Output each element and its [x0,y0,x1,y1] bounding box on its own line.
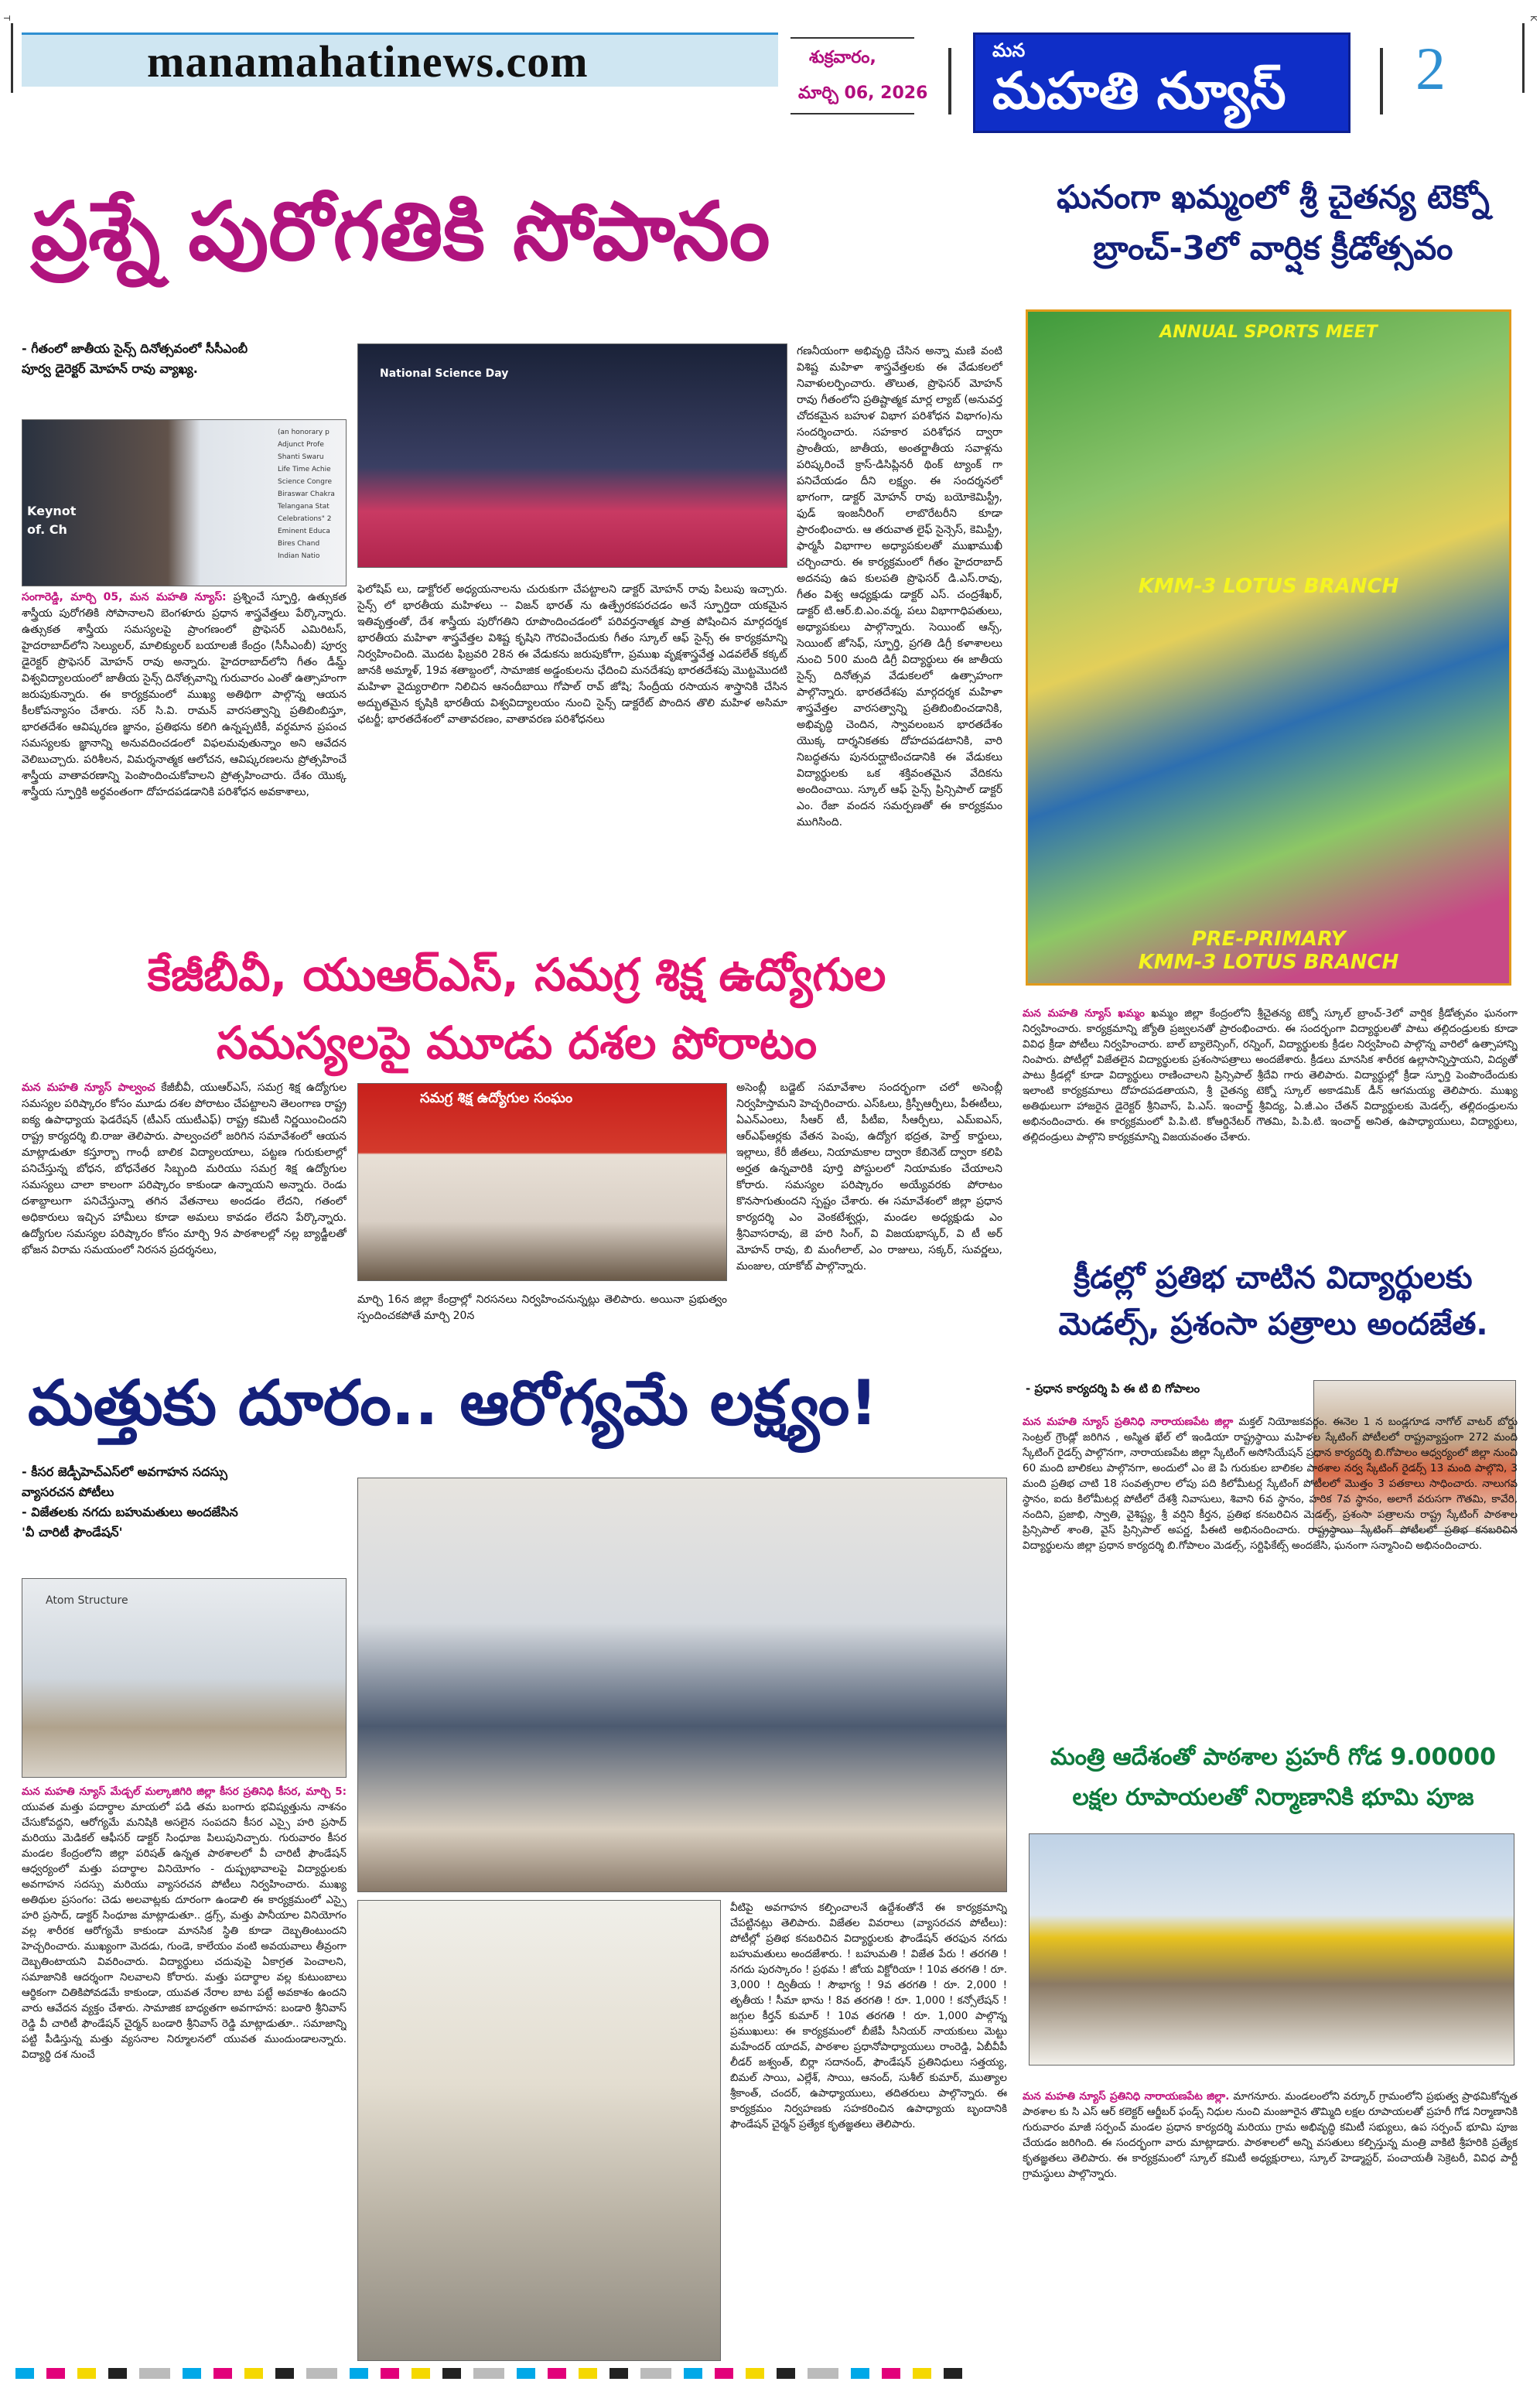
body-text: కేజీబీవీ, యుఆర్ఎస్, సమగ్ర శిక్ష ఉద్యోగుల సమస్యల పరిష్కారం కోసం మూడు దశల పోరాటం చేపట్టాలని తెలంగాణ రాష్ట్ర ఐక్య ఉపాధ్యాయ ఫెడరేషన్ (టీఎస్ యుటీఎఫ్) రాష్ట్ర కమిటీ నిర్ణయించిందని రాష్ట్ర కార్యదర్శి బి.రాజు తెలిపారు. పాల్వంచలో జరిగిన సమావేశంలో ఆయన మాట్లాడుతూ కస్తూర్బా గాంధీ బాలిక విద్యాలయాలు, పట్టణ గురుకులాల్లో పనిచేస్తున్న బోధన, బోధనేతర సిబ్బంది మరియు సమగ్ర శిక్ష ఉద్యోగుల సమస్యలు చాలా కాలంగా పరిష్కారం కాకుండా ఉన్నాయని అన్నారు. రెండు దశాబ్దాలుగా పనిచేస్తున్నా తగిన వేతనాలు అందడం లేదని, గతంలో అధికారులు ఇచ్చిన హామీలు కూడా అమలు కావడం లేదని పేర్కొన్నారు. ఉద్యోగుల సమస్యల పరిష్కారం కోసం మార్చి 9న పాఠశాలల్లో నల్ల బ్యాడ్జీలతో భోజన విరామ సమయంలో నిరసన ప్రదర్శనలు, [22,1081,347,1256]
banner-text: సమగ్ర శిక్ష ఉద్యోగుల సంఘం [420,1090,573,1106]
story1-col1 [22,589,347,914]
dateline: మన మహతి న్యూస్ ప్రతినిధి నారాయణపేట జిల్లా [1023,1416,1234,1428]
story2-subhead: క్రీడల్లో ప్రతిభ చాటిన విద్యార్థులకు మెడల్స్, ప్రశంసా పత్రాలు అందజేత. [1058,1260,1488,1342]
bullet: పూర్వ డైరెక్టర్ మోహన్ రావు వ్యాఖ్య. [22,361,198,376]
bullet: 'వీ చారిటీ ఫౌండేషన్' [22,1525,123,1539]
separator [1380,48,1383,114]
story3-photo [357,1083,727,1281]
collage-label: KMM-3 LOTUS BRANCH [1138,575,1399,598]
site-name[interactable]: manamahatinews.com [147,36,589,87]
photo-text: Atom Structure [46,1594,128,1607]
story6-photo [1029,1833,1514,2066]
story3-col3: అసెంబ్లీ బడ్జెట్ సమావేశాల సందర్భంగా చలో అసెంబ్లీ నిర్వహిస్తామని హెచ్చరించారు. ఎస్ఓలు, క్రిస్పీఆర్పీలు, పీఈటీలు, ఏఎన్ఎంలు, సీఆర్ టీ, పీటీఐ, సీఆర్పీలు, ఎమ్ఐఎస్, ఆర్ఎఫ్ఆర్లకు వేతన పెంపు, ఉద్యోగ భద్రత, హెల్త్ కార్డులు, ఇల్లాలు, కేరీ జీతలు, నియామకాల ద్వారా కేబినెట్ ద్వారా కలిపి అర్హత ఉన్నవారికి పూర్తి పోస్టులలో నియామకం చేయాలని కోరారు. సమస్యల పరిష్కారం అయ్యేవరకు పోరాటం కొనసాగుతుందని స్పష్టం చేశారు. ఈ సమావేశంలో జిల్లా ప్రధాన కార్యదర్శి ఎం వెంకటేశ్వర్లు, మండల అధ్యక్షుడు ఎం శ్రీనివాసరావు, జె హరి సింగ్, వి విజయభాస్కర్, వి టీ అర్ మోహన్ రావు, బి మంగీలాల్, ఎం రాజులు, సక్కర్, సువర్ణలు, మంజుల, యాకోబ్ పాల్గొన్నారు. [736,1081,1002,1273]
story1-col2: ఫెలోషిప్ లు, డాక్టోరల్ అధ్యయనాలను చురుకుగా చేపట్టాలని డాక్టర్ మోహన్ రావు పిలుపు ఇచ్చారు. సైన్స్ లో భారతీయ మహిళలు -- విజన్ భారత్ ను ఉత్ప్రేరకపరచడం అనే స్ఫూర్తిదా యకమైన ఇతివృత్తంతో, దేశ శాస్త్రీయ పురోగతిని రూపొందించడంలో పరివర్తనాత్మక పాత్ర పోషించిన మార్గదర్శక భారతీయ మహిళా శాస్త్రవేత్తల విశిష్ట కృషిని గౌరవించేందుకు గీతం స్కూల్ ఆఫ్ సైన్స్ ఈ కార్యక్రమాన్ని నిర్వహించింది. మొదట ఫిబ్రవరి 28న ఈ వేడుకను జరుపుకోగా, ప్రముఖ వృక్షశాస్త్రవేత్త ఎడవలేత్ కక్కట్ జానకి అమ్మాళ్, 19వ శతాబ్దంలో, సామాజిక అడ్డంకులను ఛేదించి మనదేశపు భారతదేశపు మొట్టమొదటి మహిళా వైద్యురాలిగా నిలిచిన ఆనందీబాయి గోపాల్ రావ్ జోషి; సేంద్రీయ రసాయన శాస్త్రానికి చేసిన అద్భుతమైన కృషికి భారతీయ విశ్వవిద్యాలయం నుంచి సైన్స్ డాక్టరేట్ పొందిన తొలి మహిళ అసిమా ఛటర్జీ; భారతదేశంలో వాతావరణం, వాతావరణ పరిశోధనలు [357,583,787,726]
body-text: ఖమ్మం జిల్లా కేంద్రంలోని శ్రీచైతన్య టెక్నో స్కూల్ బ్రాంచ్-3లో వార్షిక క్రీడోత్సవం ఘనంగా నిర్వహించారు. కార్యక్రమాన్ని జ్యోతి ప్రజ్వలనతో ప్రారంభించారు. ఈ సందర్భంగా విద్యార్థులతో పాటు తల్లిదండ్రులకు కూడా వివిధ క్రీడా పోటీలు నిర్వహించారు. బాల్ బ్యాలెన్సింగ్, రన్నింగ్, విద్యార్థులకు క్రీడల నిర్వహించి పాల్గొన్న వారిలో ఉత్సాహాన్ని నింపారు. పోటీల్లో విజేతలైన విద్యార్థులకు ప్రశంసాపత్రాలు అందజేశారు. క్రీడలు మానసిక శారీరక ఉల్లాసాన్నిస్తాయని, విద్యతో పాటు క్రీడల్లో కూడా విద్యార్థులు రాణించాలని ప్రిన్సిపాల్ శ్రీదేవి గారు తెలిపారు. విద్యార్థుల్లో క్రీడా స్ఫూర్తి పెంపొందేందుకు ఇలాంటి కార్యక్రమాలు దోహదపడతాయని, శ్రీ చైతన్య టెక్నో స్కూల్ అకాడమిక్ డీన్ ఆగమయ్య తెలిపారు. ముఖ్య అతిథులుగా హాజరైన డైరెక్టర్ శ్రీనివాస్, పి.ఎస్. ఇంచార్జ్ శ్రీవిద్య, ఏ.జీ.ఎం చేతన్ విద్యార్థులకు మెడల్స్, తల్లిదండ్రులను అభినందించారు. ఈ కార్యక్రమంలో పి.పి.టి. కోఆర్డినేటర్ గౌతమి, పి.పి.టి. ఇంచార్జ్ అనిత, ఉపాధ్యాయులు, విద్యార్థులు, తల్లిదండ్రులు పాల్గొని కార్యక్రమాన్ని విజయవంతం చేశారు. [1023,1007,1518,1143]
reg-line-left [11,23,13,93]
photo-text: National Science Day [380,367,509,380]
story3-headline: కేజీబీవీ, యుఆర్ఎస్, సమగ్ర శిక్ష ఉద్యోగుల సమస్యలపై మూడు దశల పోరాటం [147,948,886,1069]
story6-headline: మంత్రి ఆదేశంతో పాఠశాల ప్రహరీ గోడ 9.00000 లక్షల రూపాయలతో నిర్మాణానికి భూమి పూజ [1050,1744,1497,1811]
story4-photo-students [357,1900,721,2361]
bullet: - గీతంలో జాతీయ సైన్స్ దినోత్సవంలో సీసీఎంబీ [22,341,248,356]
body-text: యువత మత్తు పదార్థాల మాయలో పడి తమ బంగారు భవిష్యత్తును నాశనం చేసుకోవద్దని, ఆరోగ్యమే మనిషికి అసలైన సంపదని కీసర ఎస్సై హరి ప్రసాద్ మరియు మెడికల్ ఆఫీసర్ డాక్టర్ సింధూజ పిలుపునిచ్చారు. గురువారం కీసర మండల కేంద్రంలోని జిల్లా పరిషత్ ఉన్నత పాఠశాలలో వీ చారిటీ ఫౌండేషన్ ఆధ్వర్యంలో మత్తు పదార్థాల వినియోగం - దుష్ప్రభావాలపై విద్యార్థులకు అవగాహన సదస్సు మరియు వ్యాసరచన పోటీలు నిర్వహించారు. ముఖ్య అతిథుల ప్రసంగం: చెడు అలవాట్లకు దూరంగా ఉండాలి ఈ కార్యక్రమంలో ఎస్సై హరి ప్రసాద్, డాక్టర్ సింధూజ మాట్లాడుతూ.. డ్రగ్స్, మత్తు పానీయాల వినియోగం వల్ల శారీరక ఆరోగ్యమే కాకుండా మానసిక స్థితి కూడా దెబ్బతింటుందని హెచ్చరించారు. ముఖ్యంగా మెదడు, గుండె, కాలేయం వంటి అవయవాలు తీవ్రంగా దెబ్బతింటాయని వివరించారు. విద్యార్థులు చదువుపై ఏకాగ్రత పెంచాలని, సమాజానికి ఆదర్శంగా నిలవాలని కోరారు. మత్తు పదార్థాల వల్ల కుటుంబాలు ఆర్థికంగా చితికిపోవడమే కాకుండా, యువత నేరాల బాట పట్టే అవకాశం ఉందని వారు ఆవేదన వ్యక్తం చేశారు. సామాజిక బాధ్యతగా అవగాహన: బండారి శ్రీనివాస్ రెడ్డి వీ చారిటీ ఫౌండేషన్ చైర్మన్ బండారి శ్రీనివాస్ రెడ్డి మాట్లాడుతూ.. సమాజాన్ని పట్టి పీడిస్తున్న మత్తు వ్యసనాల నిర్మూలనలో యువత ముందుండాలన్నారు. విద్యార్థి దశ నుంచే [22,1801,347,2061]
story4-photo-award [357,1478,1007,1892]
story4-bullets [22,1462,347,1543]
story4-headline: మత్తుకు దూరం.. ఆరోగ్యమే లక్ష్యం! [28,1367,878,1439]
date-box [778,32,930,119]
story1-headline: ప్రశ్నే పురోగతికి సోపానం [31,184,770,278]
story6-body [1023,2089,1518,2361]
story1-col3: గణనీయంగా అభివృద్ధి చేసిన అన్నా మణి వంటి విశిష్ట మహిళా శాస్త్రవేత్తలకు ఈ వేడుకలలో నివాళులర్పించారు. తొలుత, ప్రొఫెసర్ మోహన్ రావు గీతంలోని ప్రతిష్టాత్మక మార్ల ల్యాబ్ (అనువర్త చోదకమైన బహుళ విభాగ పరిశోధన విభాగం)ను సందర్శించారు. సహకార పరిశోధన ద్వారా ప్రాంతీయ, జాతీయ, అంతర్జాతీయ సవాళ్లను పరిష్కరించే క్రాస్-డిసిప్లినరీ థింక్ ట్యాంక్ గా పనిచేయడం దీని లక్ష్యం. ఈ సందర్శనలో భాగంగా, డాక్టర్ మోహన్ రావు బయోకెమిస్ట్రీ, ఫుడ్ ఇంజనీరింగ్ లాబొరేటరీని కూడా ప్రారంభించారు. ఆ తరువాత లైఫ్ సైన్సెస్, కెమిస్ట్రీ, ఫార్మసీ విభాగాల అధ్యాపకులతో ముఖాముఖీ చర్చించారు. ఈ కార్యక్రమంలో గీతం హైదరాబాద్ అదనపు ఉప కులపతి ప్రొఫెసర్ డి.ఎస్.రావు, గీతం విశ్వ ఆధ్యక్షుడు డాక్టర్ ఎస్. చంద్రశేఖర్, డాక్టర్ టి.ఆర్.బి.ఎం.వర్మ, పలు విభాగాధిపతులు, అధ్యాపకులు పాల్గొన్నారు. సెయింట్ ఆన్స్, సెయింట్ జోసెఫ్, స్ఫూర్తి, ప్రగతి డిగ్రీ కళాశాలలు నుంచి 500 మంది డిగ్రీ విద్యార్థులు ఈ జాతీయ సైన్స్ దినోత్సవ వేడుకలలో ఉత్సాహంగా పాల్గొన్నారు. భారతదేశపు మార్గదర్శక మహిళా శాస్త్రవేత్తల వారసత్వాన్ని ప్రతిబింబించడానికి, అభివృద్ధి చెందిన, స్వావలంబన భారతదేశం యొక్క దార్శనికతకు దోహదపడటానికి, వారి నిబద్ధతను పునరుద్ఘాటించడానికి ఈ వేడుకలు విద్యార్థులకు ఒక శక్తివంతమైన వేదికను అందించాయి. స్కూల్ ఆఫ్ సైన్స్ ప్రిన్సిపాల్ డాక్టర్ ఎం. రేజా వందన సమర్పణతో ఈ కార్యక్రమం ముగిసింది. [797,345,1002,829]
story2-headline: ఘనంగా ఖమ్మంలో శ్రీ చైతన్య టెక్నో బ్రాంచ్-3లో వార్షిక క్రీడోత్సవం [1057,178,1490,267]
body-text: మక్తల్ నియోజకవర్గం. ఈనెల 1 న బండ్లగూడ నాగోల్ వాటర్ బోర్డు సెంట్రల్ గ్రౌండ్లో జరిగిన , అస్మిత ఖేల్ లో ఇండియా రాష్ట్రస్థాయి మహిళల స్కేటింగ్ పోటీలలో రాష్ట్రవ్యాప్తంగా 272 మంది స్కేటింగ్ రైడర్స్ పాల్గొనగా, నారాయణపేట జిల్లా స్కేటింగ్ అసోసియేషన్ ప్రధాన కార్యదర్శి బి.గోపాలం ఆధ్వర్యంలో జిల్లా నుంచి 60 మంది బాలికలు పాల్గొనగా, అందులో ఎం జె పి గురుకుల బాలికల పాఠశాల నర్వ స్కేటింగ్ రైడర్స్ 13 మంది పాల్గొని, 3 మంది ప్రతిభ చాటి 18 సంవత్సరాల లోపు పది కిలోమీటర్ల స్కేటింగ్ పోటీలలో మొత్తం 3 పతకాలు సాధించారు. నాలుగవ స్థానం, ఐదు కిలోమీటర్ల పోటీలో దేశశ్రీ నివాసులు, శివాని 6వ స్థానం, హరిక 7వ స్థానం, అలాగే వరుసగా గౌతమి, కావేరి, నందిని, ప్రజాభి, స్వాతి, వైశిష్ట్య, శ్రీ వర్షిని కీర్తన, ప్రతిభ కనబరిచిన మెడల్స్, ప్రశంసా పత్రాలను రాష్ట్ర స్కేటింగ్ పాఠశాల ప్రిన్సిపాల్ శాంతి, వైస్ ప్రిన్సిపాల్ అపర్ణ, పీఈటి అభినందించారు. రాష్ట్రస్థాయి స్కేటింగ్ పోటీలలో ప్రతిభ కనబరిచిన విద్యార్థులను జిల్లా ప్రధాన కార్యదర్శి బి.గోపాలం మెడల్స్, సర్టిఫికేట్స్ అందజేసి, ఘనంగా సన్మానించి అభినందించారు. [1023,1416,1518,1552]
body-text: మాగనూరు. మండలంలోని వర్కూర్ గ్రామంలోని ప్రభుత్వ ప్రాథమికోన్నత పాఠశాల కు సి ఎస్ ఆర్ కలెక్టర్ ఆర్జీబర్ ఫండ్స్ నిధుల నుంచి మంజూరైన తొమ్మిది లక్షల రూపాయలతో ప్రహరీ గోడ నిర్మాణానికి గురువారం మాజీ సర్పంచ్ మండల ప్రధాన కార్యదర్శి మరియు గ్రామ అభివృద్ధి కమిటీ సభ్యులు, ఉప సర్పంచ్ భూమి పూజ చేయడం జరిగింది. ఈ సందర్భంగా వారు మాట్లాడారు. పాఠశాలలో అన్ని వసతులు కల్పిస్తున్న మంత్రి వాకిటి శ్రీహరికి ప్రత్యేక కృతజ్ఞతలు తెలిపారు. ఈ కార్యక్రమంలో స్కూల్ కమిటీ అధ్యక్షురాలు, స్కూల్ హెడ్మాస్టర్, పంచాయతీ సెక్రెటరీ, వివిధ పార్టీ గ్రామస్థులు పాల్గొన్నారు. [1023,2090,1518,2180]
dateline: మన మహతి న్యూస్ ప్రతినిధి నారాయణపేట జిల్లా. [1023,2090,1230,2103]
page-number: 2 [1415,35,1446,102]
story2-body [1023,1006,1518,1247]
story3-col1 [22,1080,347,1352]
bullet: - విజేతలకు నగదు బహుమతులు అందజేసిన [22,1505,238,1519]
weekday: శుక్రవారం, [809,48,876,67]
story2-photo-collage [1026,309,1511,986]
story4-col2: వీటిపై అవగాహన కల్పించాలనే ఉద్దేశంతోనే ఈ కార్యక్రమాన్ని చేపట్టినట్లు తెలిపారు. విజేతల వివరాలు (వ్యాసరచన పోటీలు): పోటీల్లో ప్రతిభ కనబరిచిన విద్యార్థులకు ఫౌండేషన్ తరఫున నగదు బహుమతులు అందజేశారు. ! బహుమతి ! విజేత పేరు ! తరగతి ! నగదు పురస్కారం ! ప్రథమ ! జోయ విక్టోరియా ! 10వ తరగతి ! రూ. 3,000 ! ద్వితీయ ! సౌభాగ్య ! 9వ తరగతి ! రూ. 2,000 ! తృతీయ ! సీమా భాను ! 8వ తరగతి ! రూ. 1,000 ! కన్సోలేషన్ ! జగ్గుల కీర్తన్ కుమార్ ! 10వ తరగతి ! రూ. 1,000 పాల్గొన్న ప్రముఖులు: ఈ కార్యక్రమంలో బీజేపీ సీనియర్ నాయకులు మెట్టు మహేందర్ యాదవ్, పాఠశాల ప్రధానోపాధ్యాయులు రాంరెడ్డి, ఏబీవీపీ లీడర్ జశ్వంత్, బిర్లా సదానంద్, ఫౌండేషన్ ప్రతినిధులు సత్తయ్య, బిమల్ సాయి, ఎల్లేశ్, సాయి, ఆనంద్, సుశీల్ కుమార్, ముత్యాల శ్రీకాంత్, చందర్, ఉపాధ్యాయులు, తదితరులు పాల్గొన్నారు. ఈ కార్యక్రమం నిర్వహణకు సహకరించిన ఉపాధ్యాయ బృందానికి ఫౌండేషన్ చైర్మన్ ప్రత్యేక కృతజ్ఞతలు తెలిపారు. [730,1902,1007,2130]
collage-title: ANNUAL SPORTS MEET [1159,323,1378,342]
story1-photo-speaker [22,419,347,586]
story5-body [1023,1414,1518,1733]
bullet: వ్యాసరచన పోటీలు [22,1485,114,1499]
story3-col2: మార్చి 16న జిల్లా కేంద్రాల్లో నిరసనలు నిర్వహించనున్నట్లు తెలిపారు. అయినా ప్రభుత్వం స్పందించకపోతే మార్చి 20న [357,1293,727,1322]
story4-col1 [22,1784,347,2361]
story1-photo-stage [357,343,787,568]
story1-bullets [22,339,347,379]
photo-text: of. Ch [27,522,67,537]
collage-label: PRE-PRIMARY KMM-3 LOTUS BRANCH [1138,928,1399,974]
photo-text: Keynot [27,504,77,518]
body-text: ప్రశ్నించే స్ఫూర్తి, ఉత్సుకత శాస్త్రీయ పురోగతికి సోపానాలని బెంగళూరు ప్రధాన శాస్త్రవేత్తలు పేర్కొన్నారు. ఉత్సుకత శాస్త్రీయ సమస్యలపై ప్రాంగణంలో ప్రొఫెసర్ ఎమిరిటస్, హైదరాబాద్‌లోని సెల్యులర్, మాలిక్యులర్ బయాలజీ కేంద్రం (సీసీఎంబీ) పూర్వ డైరెక్టర్ ప్రొఫెసర్ మోహన్ రావు అన్నారు. హైదరాబాద్‌లోని గీతం డీమ్డ్ విశ్వవిద్యాలయంలో జాతీయ సైన్స్ దినోత్సవాన్ని గురువారం ఎంతో ఉత్సాహంగా జరుపుకున్నారు. ఈ కార్యక్రమంలో ముఖ్య అతిథిగా పాల్గొన్న ఆయన కీలకోపన్యాసం చేశారు. సర్ సి.వి. రామన్ వారసత్వాన్ని ప్రతిబింబిస్తూ, భారతదేశం ఆవిష్కరణ జ్ఞానం, ప్రతిభను కలిగి ఉన్నప్పటికీ, వర్ధమాన ప్రపంచ సమస్యలకు జ్ఞానాన్ని అనువదించడంలో విఫలమవుతున్నాం అని ఆవేదన వెలిబుచ్చారు. పరిశీలన, విమర్శనాత్మక ఆలోచన, ఆవిష్కరణలను ప్రోత్సహించే శాస్త్రీయ వాతావరణాన్ని పెంపొందించుకోవాలని ప్రోత్సహించారు. దేశం యొక్క శాస్త్రీయ స్ఫూర్తికి అర్థవంతంగా దోహదపడడానికి పరిశోధన అవకాశాలు, [22,591,347,798]
bullet: - కీసర జెడ్పీహెచ్ఎస్‌లో అవగాహన సదస్సు [22,1464,228,1479]
dateline: మన మహతి న్యూస్ మేడ్చల్ మల్కాజిగిరి జిల్లా కీసర ప్రతినిధి కీసర, మార్చి 5: [22,1785,347,1798]
photo-slide-text: (an honorary p Adjunct Profe Shanti Swaru Life Time Achie Science Congre Biraswar Chakra Telangana Stat Celebrations" 2 Eminent Educa Bires Chand Indian Natio [278,429,335,560]
color-registration-bar [15,2367,1524,2380]
logo-small-text: మన [992,39,1026,61]
dateline: మన మహతి న్యూస్ ఖమ్మం [1023,1007,1145,1020]
paper-logo [973,32,1350,133]
separator [948,48,951,114]
story5-bullet: - ప్రధాన కార్యదర్శి పి ఈ టి బి గోపాలం [1026,1382,1200,1396]
reg-mark-right: K [1528,15,1538,22]
issue-date: మార్చి 06, 2026 [798,84,928,103]
reg-line-right [1522,23,1525,93]
logo-text: మహతి న్యూస్ [992,61,1286,121]
dateline: సంగారెడ్డి, మార్చి 05, మన మహతి న్యూస్: [22,591,227,603]
reg-mark-left: T [2,15,12,21]
dateline: మన మహతి న్యూస్ పాల్వంచ [22,1081,155,1094]
story4-photo-speaker [22,1578,347,1778]
